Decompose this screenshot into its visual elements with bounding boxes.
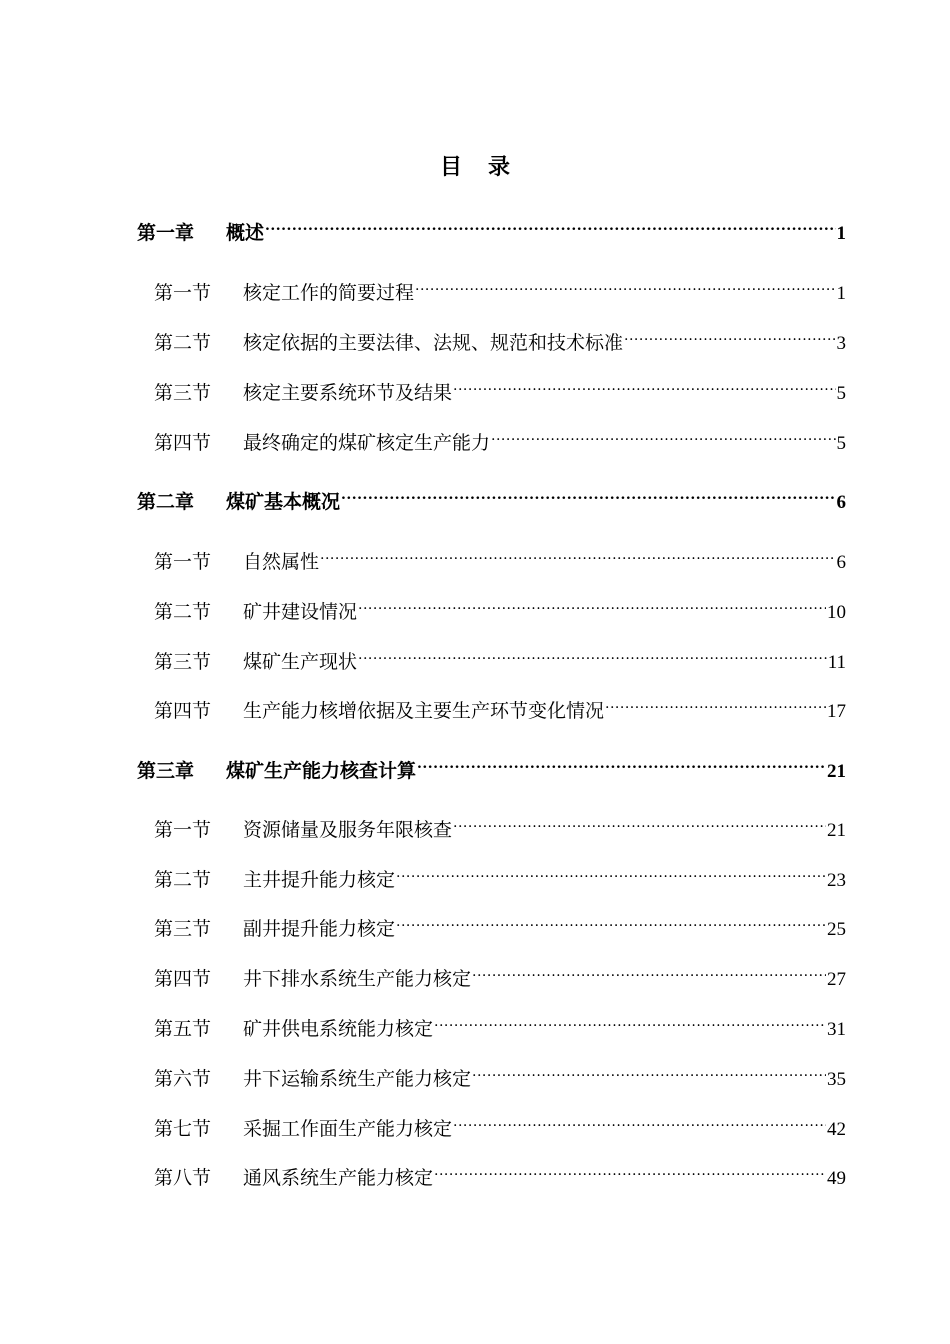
section-title: 核定工作的简要过程 [243,282,415,304]
chapter-title: 煤矿基本概况 [226,491,341,513]
toc-section-entry[interactable] [154,1158,846,1192]
chapter-title: 概述 [226,222,265,244]
toc-chapter-entry[interactable] [137,751,846,785]
section-number: 第四节 [154,968,212,990]
toc-section-entry[interactable] [154,273,846,307]
dot-leader [453,810,826,836]
page-number: 49 [827,1168,846,1189]
section-title: 核定主要系统环节及结果 [243,382,453,404]
page-number: 1 [836,283,846,304]
page-number: 21 [827,761,846,782]
section-title: 通风系统生产能力核定 [243,1167,434,1189]
page-number: 31 [827,1019,846,1040]
toc-section-entry[interactable] [154,860,846,894]
section-title: 主井提升能力核定 [243,869,396,891]
toc-section-entry[interactable] [154,592,846,626]
section-number: 第八节 [154,1167,212,1189]
toc-section-entry[interactable] [154,542,846,576]
section-number: 第二节 [154,332,212,354]
toc-section-entry[interactable] [154,642,846,676]
page-number: 6 [836,492,846,513]
page-number: 3 [836,333,846,354]
section-number: 第三节 [154,918,212,940]
page-number: 10 [827,602,846,623]
dot-leader [472,959,826,985]
dot-leader [320,542,835,568]
section-title: 自然属性 [243,551,320,573]
dot-leader [624,323,835,349]
toc-section-entry[interactable] [154,423,846,457]
toc-section-entry[interactable] [154,1109,846,1143]
chapter-number: 第二章 [137,491,195,513]
dot-leader [472,1059,826,1085]
section-number: 第一节 [154,819,212,841]
toc-title-char-2: 录 [488,154,511,180]
section-title: 核定依据的主要法律、法规、规范和技术标准 [243,332,624,354]
page-number: 21 [827,820,846,841]
page-number: 5 [836,433,846,454]
section-title: 井下排水系统生产能力核定 [243,968,472,990]
dot-leader [358,592,826,618]
dot-leader [434,1158,826,1184]
page-number: 35 [827,1069,846,1090]
section-number: 第三节 [154,382,212,404]
page-number: 27 [827,969,846,990]
section-number: 第四节 [154,700,212,722]
section-number: 第五节 [154,1018,212,1040]
toc-section-entry[interactable] [154,323,846,357]
toc-section-entry[interactable] [154,373,846,407]
section-number: 第六节 [154,1068,212,1090]
dot-leader [605,691,826,717]
chapter-number: 第一章 [137,222,195,244]
dot-leader [491,423,835,449]
dot-leader [415,273,835,299]
page-number: 42 [827,1119,846,1140]
page-number: 23 [827,870,846,891]
dot-leader [396,909,826,935]
page-number: 25 [827,919,846,940]
toc-section-entry[interactable] [154,810,846,844]
section-title: 矿井建设情况 [243,601,358,623]
section-title: 矿井供电系统能力核定 [243,1018,434,1040]
page-number: 6 [836,552,846,573]
dot-leader [434,1009,826,1035]
toc-title-char-1: 目 [439,154,462,180]
section-title: 井下运输系统生产能力核定 [243,1068,472,1090]
section-title: 采掘工作面生产能力核定 [243,1118,453,1140]
dot-leader [341,482,835,508]
page-number: 1 [836,223,846,244]
page-number: 17 [827,701,846,722]
toc-section-entry[interactable] [154,1009,846,1043]
section-number: 第七节 [154,1118,212,1140]
toc-section-entry[interactable] [154,691,846,725]
section-title: 副井提升能力核定 [243,918,396,940]
section-number: 第一节 [154,282,212,304]
chapter-title: 煤矿生产能力核查计算 [226,760,417,782]
chapter-number: 第三章 [137,760,195,782]
dot-leader [358,642,827,668]
section-number: 第三节 [154,651,212,673]
section-number: 第二节 [154,601,212,623]
section-title: 最终确定的煤矿核定生产能力 [243,432,491,454]
section-title: 煤矿生产现状 [243,651,358,673]
section-number: 第一节 [154,551,212,573]
section-title: 生产能力核增依据及主要生产环节变化情况 [243,700,605,722]
page-number: 11 [827,652,846,673]
toc-section-entry[interactable] [154,1059,846,1093]
toc-title [0,150,950,181]
dot-leader [417,751,826,777]
section-number: 第四节 [154,432,212,454]
dot-leader [265,213,835,239]
section-number: 第二节 [154,869,212,891]
toc-section-entry[interactable] [154,959,846,993]
dot-leader [396,860,826,886]
toc-chapter-entry[interactable] [137,482,846,516]
toc-chapter-entry[interactable] [137,213,846,247]
dot-leader [453,373,835,399]
page-number: 5 [836,383,846,404]
toc-section-entry[interactable] [154,909,846,943]
dot-leader [453,1109,826,1135]
section-title: 资源储量及服务年限核查 [243,819,453,841]
